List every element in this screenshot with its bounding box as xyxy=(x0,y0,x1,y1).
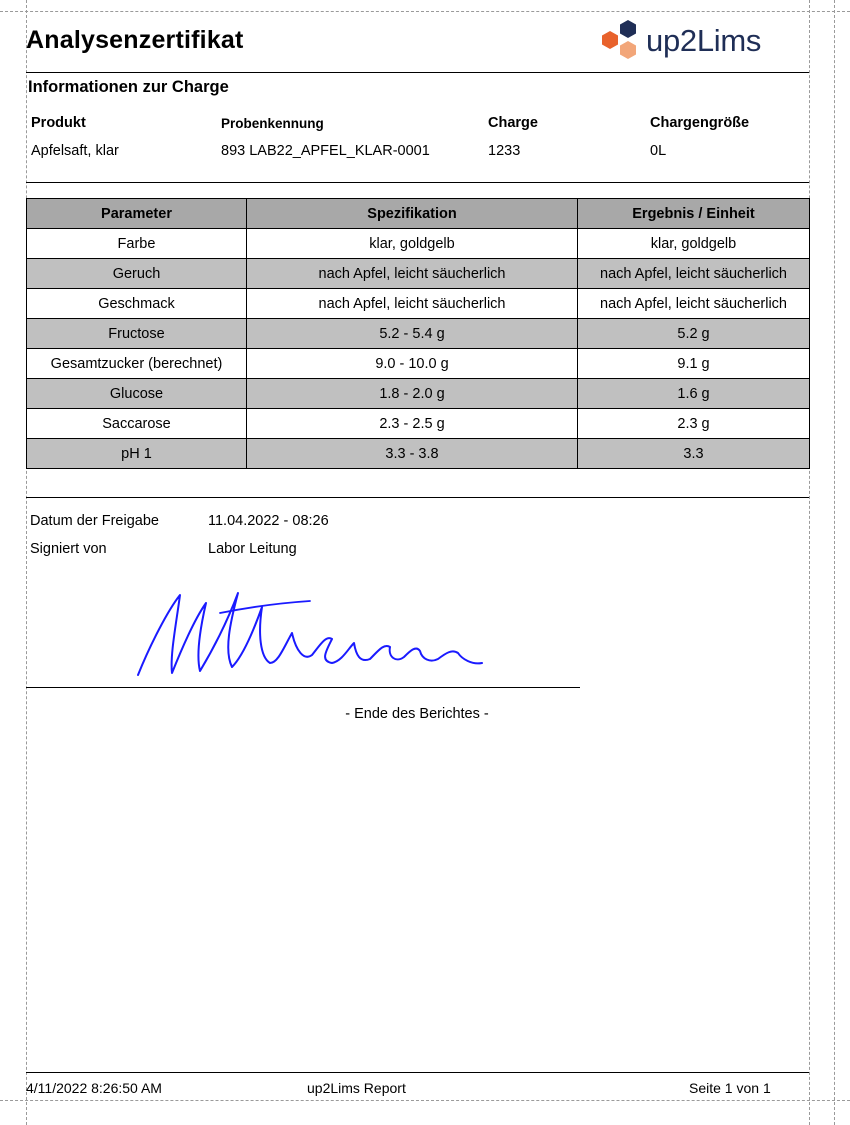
table-header-row xyxy=(27,199,810,229)
parameter-cell: Saccarose xyxy=(27,409,247,439)
signed-by-label: Signiert von xyxy=(30,541,107,557)
parameter-cell: Gesamtzucker (berechnet) xyxy=(27,349,247,379)
table-row xyxy=(27,379,810,409)
batch-size-label: Chargengröße xyxy=(650,115,750,131)
release-date-label: Datum der Freigabe xyxy=(30,513,159,529)
specification-cell: 5.2 - 5.4 g xyxy=(247,319,578,349)
parameter-cell: Geruch xyxy=(27,259,247,289)
table-row xyxy=(27,229,810,259)
specification-cell: 3.3 - 3.8 xyxy=(247,439,578,469)
document-title: Analysenzertifikat xyxy=(26,26,244,54)
page-edge-guide-right xyxy=(834,0,835,1125)
sample-id-label: Probenkennung xyxy=(221,116,324,131)
result-cell: klar, goldgelb xyxy=(578,229,810,259)
company-logo xyxy=(598,18,788,68)
result-cell: 9.1 g xyxy=(578,349,810,379)
parameter-cell: pH 1 xyxy=(27,439,247,469)
specification-cell: klar, goldgelb xyxy=(247,229,578,259)
page-margin-guide-left xyxy=(26,0,27,1125)
result-cell: 5.2 g xyxy=(578,319,810,349)
hexagon-logo-icon xyxy=(598,18,646,68)
parameter-cell: Farbe xyxy=(27,229,247,259)
signed-by-value: Labor Leitung xyxy=(208,541,297,557)
end-of-report-text: - Ende des Berichtes - xyxy=(345,706,489,722)
parameter-cell: Geschmack xyxy=(27,289,247,319)
table-row xyxy=(27,259,810,289)
result-cell: 3.3 xyxy=(578,439,810,469)
footer-divider xyxy=(26,1072,809,1073)
specification-cell: 1.8 - 2.0 g xyxy=(247,379,578,409)
footer-page-number: Seite 1 von 1 xyxy=(689,1080,771,1096)
column-header-specification: Spezifikation xyxy=(247,199,578,229)
results-table xyxy=(26,198,810,469)
product-label: Produkt xyxy=(31,115,86,131)
table-row xyxy=(27,289,810,319)
table-row xyxy=(27,439,810,469)
logo-wordmark: up2Lims xyxy=(646,23,762,58)
batch-label: Charge xyxy=(488,115,538,131)
batch-value: 1233 xyxy=(488,143,521,159)
product-value: Apfelsaft, klar xyxy=(31,143,119,159)
page-margin-guide-right xyxy=(809,0,810,1125)
batch-info-divider xyxy=(26,182,809,183)
result-cell: 2.3 g xyxy=(578,409,810,439)
footer-timestamp: 4/11/2022 8:26:50 AM xyxy=(26,1080,162,1096)
table-row xyxy=(27,409,810,439)
table-row xyxy=(27,319,810,349)
release-date-value: 11.04.2022 - 08:26 xyxy=(208,513,329,529)
column-header-result: Ergebnis / Einheit xyxy=(578,199,810,229)
specification-cell: 2.3 - 2.5 g xyxy=(247,409,578,439)
specification-cell: 9.0 - 10.0 g xyxy=(247,349,578,379)
column-header-parameter: Parameter xyxy=(27,199,247,229)
parameter-cell: Glucose xyxy=(27,379,247,409)
parameter-cell: Fructose xyxy=(27,319,247,349)
page-margin-guide-bottom xyxy=(0,1100,850,1101)
handwritten-signature xyxy=(120,565,500,685)
specification-cell: nach Apfel, leicht säucherlich xyxy=(247,289,578,319)
batch-size-value: 0L xyxy=(650,143,667,159)
result-cell: nach Apfel, leicht säucherlich xyxy=(578,259,810,289)
sample-id-value: 893 LAB22_APFEL_KLAR-0001 xyxy=(221,143,430,159)
result-cell: nach Apfel, leicht säucherlich xyxy=(578,289,810,319)
page-margin-guide-top xyxy=(0,11,850,12)
result-cell: 1.6 g xyxy=(578,379,810,409)
footer-report-name: up2Lims Report xyxy=(307,1080,406,1096)
release-divider xyxy=(26,497,809,498)
signature-line xyxy=(26,687,580,688)
batch-info-heading: Informationen zur Charge xyxy=(28,78,229,96)
specification-cell: nach Apfel, leicht säucherlich xyxy=(247,259,578,289)
header-divider xyxy=(26,72,809,73)
table-row xyxy=(27,349,810,379)
